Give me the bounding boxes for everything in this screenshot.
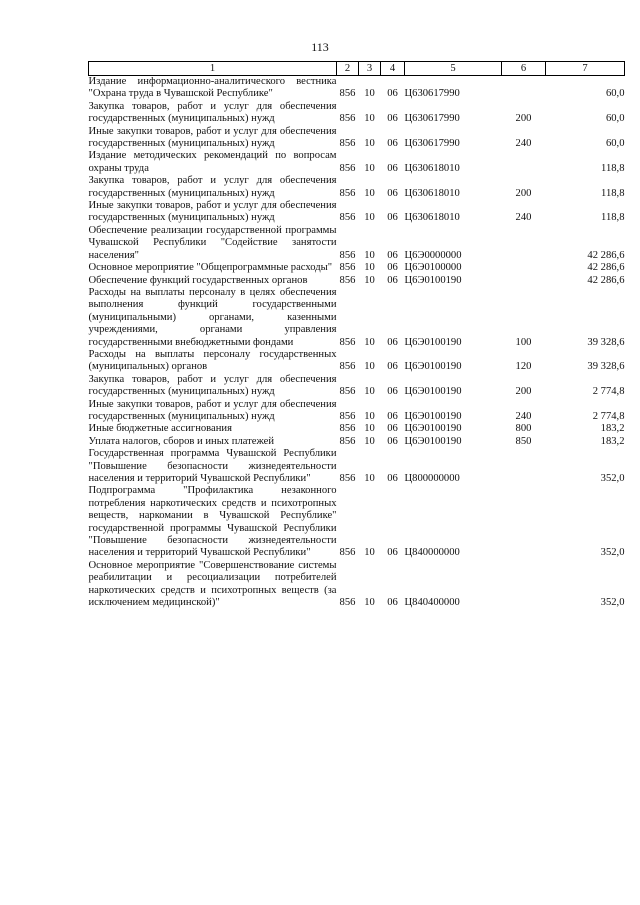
table-row [89, 126, 625, 151]
ministry-code: 856 [339, 597, 356, 609]
target-article-code: Ц6Э0100190 [404, 410, 462, 422]
ministry-code: 856 [339, 547, 356, 559]
table-row [89, 76, 625, 101]
column-header-3: 3 [359, 62, 381, 76]
section-code: 10 [364, 262, 375, 274]
table-row [89, 275, 625, 287]
expense-type-code [502, 225, 546, 262]
column-header-5: 5 [405, 62, 502, 76]
section-code: 10 [364, 597, 375, 609]
expense-type-code [502, 76, 546, 101]
row-name: Закупка товаров, работ и услуг для обеспечения государственных (муниципальных) нужд [88, 373, 337, 398]
expense-type-code [502, 275, 546, 287]
table-row [89, 200, 625, 225]
amount: 352,0 [600, 547, 625, 559]
ministry-code: 856 [339, 212, 356, 224]
amount: 352,0 [600, 473, 625, 484]
table-row [89, 287, 625, 349]
table-row [89, 399, 625, 424]
amount: 2 774,8 [592, 410, 625, 422]
row-name: Обеспечение функций государственных органов [88, 274, 308, 286]
target-article-code: Ц6Э0100190 [404, 423, 462, 435]
row-name: Иные закупки товаров, работ и услуг для обеспечения государственных (муниципальных) нужд [88, 200, 337, 224]
ministry-code: 856 [339, 113, 356, 125]
table-row [89, 101, 625, 126]
ministry-code: 856 [339, 386, 356, 398]
row-name: Основное мероприятие "Совершенствование системы реабилитации и ресоциализации потребителей наркотических средств и психотропных веществ (за исключением медицинской)" [88, 559, 337, 609]
section-code: 10 [364, 547, 375, 559]
subsection-code: 06 [387, 249, 398, 261]
subsection-code: 06 [387, 274, 398, 286]
section-code: 10 [364, 88, 375, 100]
subsection-code: 06 [387, 88, 398, 100]
ministry-code: 856 [339, 249, 356, 261]
table-row [89, 175, 625, 200]
ministry-code: 856 [339, 274, 356, 286]
subsection-code: 06 [387, 410, 398, 422]
section-code: 10 [364, 473, 375, 484]
expense-type-code: 200 [515, 386, 532, 398]
target-article-code: Ц840000000 [404, 547, 460, 559]
table-row [89, 436, 625, 448]
ministry-code: 856 [339, 336, 356, 348]
section-code: 10 [364, 187, 375, 199]
column-header-4: 4 [381, 62, 405, 76]
ministry-code: 856 [339, 187, 356, 199]
expense-type-code [502, 448, 546, 485]
subsection-code: 06 [387, 547, 398, 559]
budget-table [88, 61, 625, 609]
subsection-code: 06 [387, 113, 398, 125]
expense-type-code [502, 560, 546, 610]
row-name: Уплата налогов, сборов и иных платежей [88, 435, 275, 447]
table-row [89, 374, 625, 399]
amount: 352,0 [600, 597, 625, 609]
amount: 39 328,6 [587, 361, 625, 373]
subsection-code: 06 [387, 361, 398, 373]
ministry-code: 856 [339, 423, 356, 435]
subsection-code: 06 [387, 423, 398, 435]
amount: 42 286,6 [587, 262, 625, 274]
subsection-code: 06 [387, 473, 398, 484]
subsection-code: 06 [387, 435, 398, 447]
target-article-code: Ц6Э0100190 [404, 274, 462, 286]
target-article-code: Ц630618010 [404, 212, 460, 224]
row-name: Обеспечение реализации государственной программы Чувашской Республики "Содействие занятости населения" [88, 224, 337, 261]
ministry-code: 856 [339, 361, 356, 373]
row-name: Расходы на выплаты персоналу в целях обеспечения выполнения функций государственными (муниципальными) органами, казенными учреждениями, органами управления государственными внебюджетными фондами [88, 286, 337, 348]
subsection-code: 06 [387, 386, 398, 398]
expense-type-code: 240 [515, 138, 532, 150]
section-code: 10 [364, 361, 375, 373]
expense-type-code: 800 [515, 423, 532, 435]
ministry-code: 856 [339, 262, 356, 274]
target-article-code: Ц6Э0100190 [404, 435, 462, 447]
target-article-code: Ц6Э0100190 [404, 336, 462, 348]
subsection-code: 06 [387, 162, 398, 174]
table-row [89, 349, 625, 374]
table-row [89, 485, 625, 559]
amount: 118,8 [601, 212, 625, 224]
amount: 60,0 [605, 138, 625, 150]
ministry-code: 856 [339, 473, 356, 484]
section-code: 10 [364, 249, 375, 261]
expense-type-code: 200 [515, 187, 532, 199]
row-name: Расходы на выплаты персоналу государственных (муниципальных) органов [88, 348, 337, 373]
column-header-6: 6 [502, 62, 546, 76]
target-article-code: Ц630617990 [404, 138, 460, 150]
section-code: 10 [364, 423, 375, 435]
row-name: Государственная программа Чувашской Республики "Повышение безопасности жизнедеятельности населения и территорий Чувашской Республики" [88, 448, 337, 484]
column-header-2: 2 [337, 62, 359, 76]
table-row [89, 423, 625, 435]
table-row [89, 262, 625, 274]
target-article-code: Ц6Э0100190 [404, 361, 462, 373]
row-name: Иные закупки товаров, работ и услуг для обеспечения государственных (муниципальных) нужд [88, 398, 337, 422]
amount: 2 774,8 [592, 386, 625, 398]
expense-type-code: 120 [515, 361, 532, 373]
subsection-code: 06 [387, 212, 398, 224]
subsection-code: 06 [387, 187, 398, 199]
table-row [89, 150, 625, 175]
expense-type-code: 100 [515, 336, 532, 348]
target-article-code: Ц630618010 [404, 187, 460, 199]
subsection-code: 06 [387, 138, 398, 150]
ministry-code: 856 [339, 435, 356, 447]
section-code: 10 [364, 113, 375, 125]
table-row [89, 448, 625, 485]
amount: 42 286,6 [587, 274, 625, 286]
target-article-code: Ц630617990 [404, 113, 460, 125]
target-article-code: Ц630617990 [404, 88, 460, 100]
subsection-code: 06 [387, 262, 398, 274]
column-header-7: 7 [546, 62, 625, 76]
section-code: 10 [364, 162, 375, 174]
subsection-code: 06 [387, 597, 398, 609]
row-name: Основное мероприятие "Общепрограммные расходы" [88, 262, 333, 274]
amount: 60,0 [605, 113, 625, 125]
table-header-row [89, 62, 625, 76]
ministry-code: 856 [339, 410, 356, 422]
table-body [89, 76, 625, 610]
target-article-code: Ц6Э0000000 [404, 249, 462, 261]
section-code: 10 [364, 336, 375, 348]
table-row [89, 560, 625, 610]
amount: 60,0 [605, 88, 625, 100]
expense-type-code [502, 485, 546, 559]
page-number: 113 [311, 40, 329, 54]
section-code: 10 [364, 138, 375, 150]
amount: 42 286,6 [587, 249, 625, 261]
amount: 183,2 [600, 423, 625, 435]
section-code: 10 [364, 274, 375, 286]
row-name: Издание методических рекомендаций по вопросам охраны труда [88, 150, 337, 174]
expense-type-code: 240 [515, 410, 532, 422]
expense-type-code: 200 [515, 113, 532, 125]
ministry-code: 856 [339, 138, 356, 150]
column-header-1: 1 [89, 62, 337, 76]
expense-type-code [502, 262, 546, 274]
amount: 183,2 [600, 435, 625, 447]
target-article-code: Ц630618010 [404, 162, 460, 174]
row-name: Закупка товаров, работ и услуг для обеспечения государственных (муниципальных) нужд [88, 100, 337, 125]
row-name: Иные бюджетные ассигнования [88, 423, 232, 435]
section-code: 10 [364, 212, 375, 224]
section-code: 10 [364, 410, 375, 422]
target-article-code: Ц6Э0100190 [404, 386, 462, 398]
amount: 39 328,6 [587, 336, 625, 348]
row-name: Издание информационно-аналитического вестника "Охрана труда в Чувашской Республике" [88, 76, 337, 100]
expense-type-code: 240 [515, 212, 532, 224]
ministry-code: 856 [339, 162, 356, 174]
ministry-code: 856 [339, 88, 356, 100]
row-name: Иные закупки товаров, работ и услуг для обеспечения государственных (муниципальных) нужд [88, 125, 337, 150]
target-article-code: Ц6Э0100000 [404, 262, 462, 274]
section-code: 10 [364, 386, 375, 398]
expense-type-code [502, 150, 546, 175]
section-code: 10 [364, 435, 375, 447]
row-name: Закупка товаров, работ и услуг для обеспечения государственных (муниципальных) нужд [88, 175, 337, 199]
table-row [89, 225, 625, 262]
row-name: Подпрограмма "Профилактика незаконного потребления наркотических средств и психотропных веществ, наркомании в Чувашской Республике" государственной программы Чувашской Республики "Повышение безопасности жизнедеятельности населения и территорий Чувашской Республики" [88, 485, 337, 559]
subsection-code: 06 [387, 336, 398, 348]
amount: 118,8 [601, 162, 625, 174]
target-article-code: Ц840400000 [404, 597, 460, 609]
amount: 118,8 [601, 187, 625, 199]
target-article-code: Ц800000000 [404, 473, 460, 484]
expense-type-code: 850 [515, 435, 532, 447]
